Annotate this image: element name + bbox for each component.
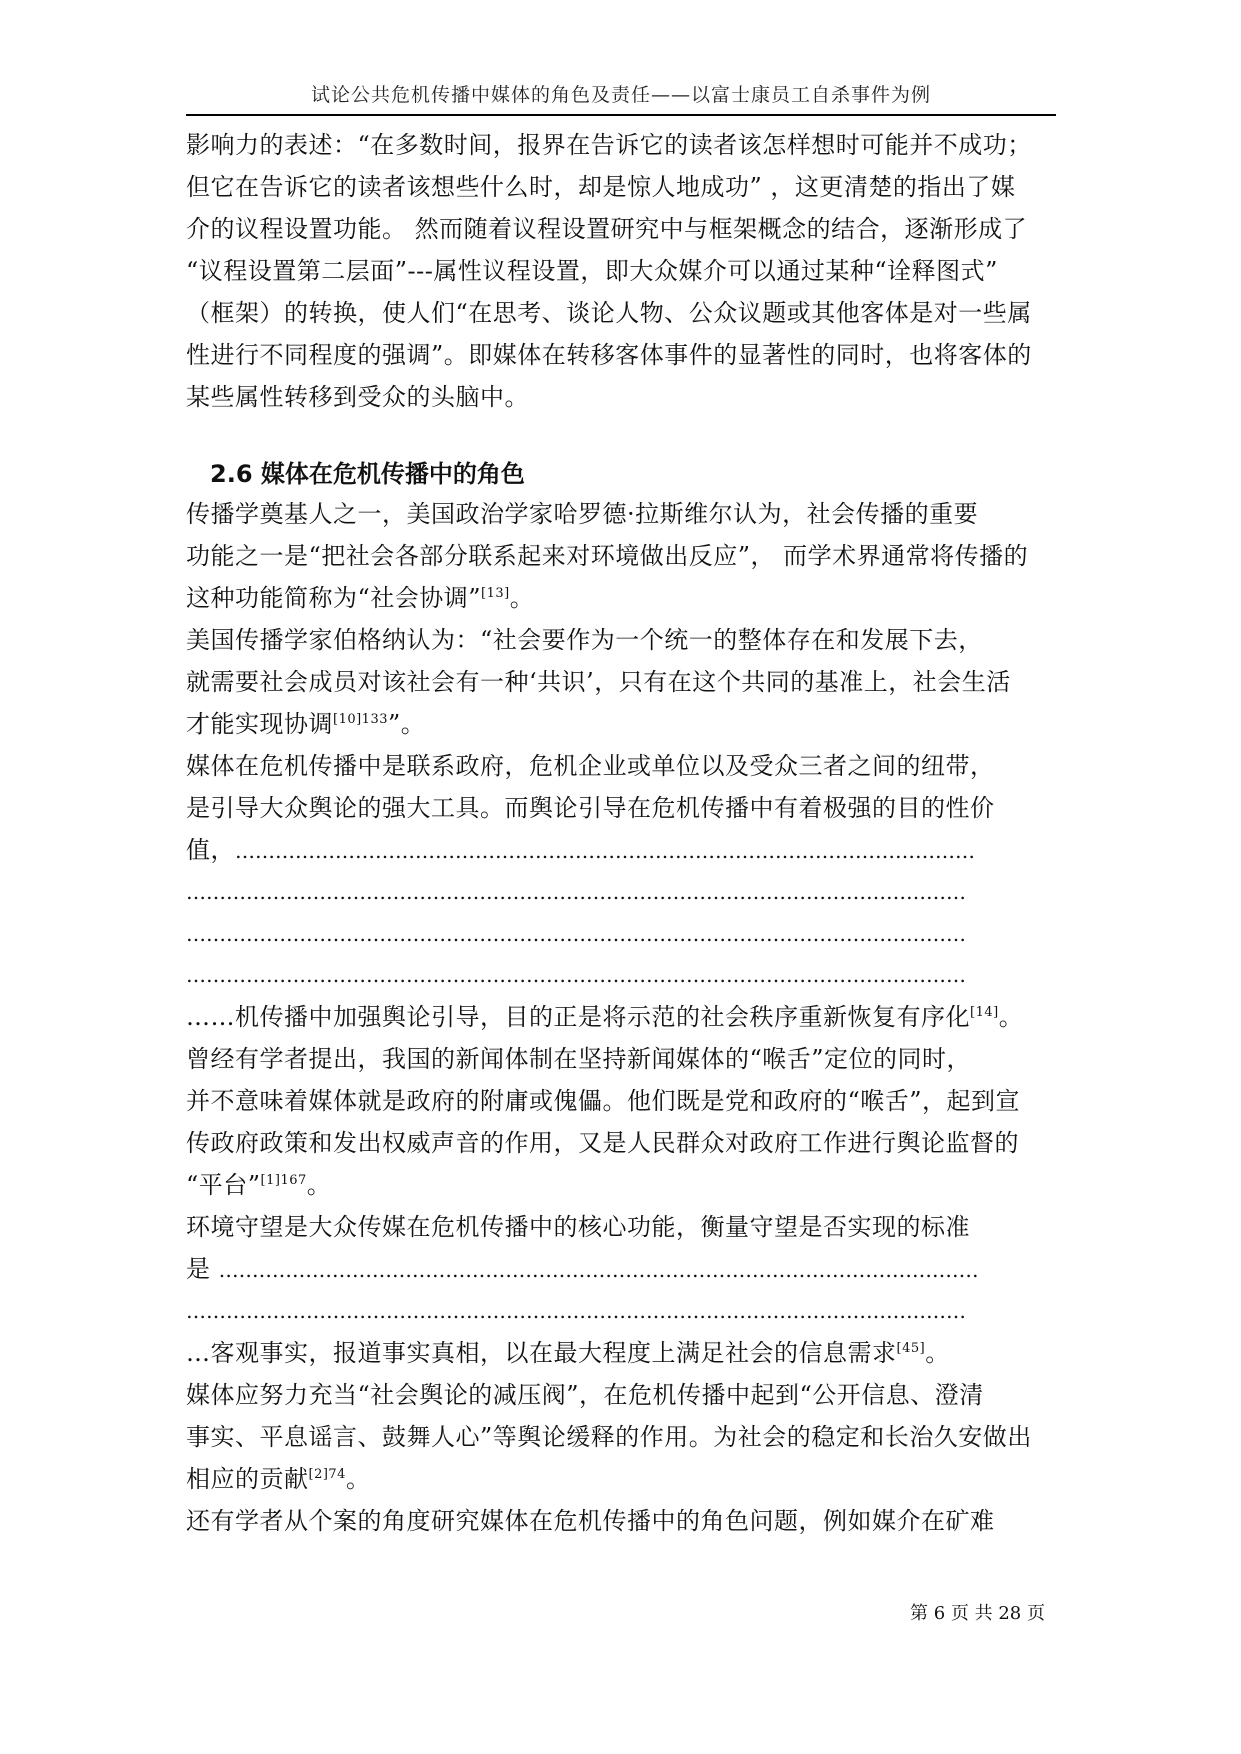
text-line [186, 1170, 331, 1200]
text-line: 美国传播学家伯格纳认为：“社会要作为一个统一的整体存在和发展下去， [186, 626, 983, 654]
text-line: 某些属性转移到受众的头脑中。 [186, 383, 529, 411]
running-header: 试论公共危机传播中媒体的角色及责任——以富士康员工自杀事件为例 [186, 84, 1056, 116]
text-span: 是 [186, 1255, 211, 1283]
text-line: “议程设置第二层面”---属性议程设置，即大众媒介可以通过某种“诠释图式” [186, 257, 998, 285]
text-line: 还有学者从个案的角度研究媒体在危机传播中的角色问题，例如媒介在矿难 [186, 1507, 995, 1535]
text-line: 媒体应努力充当“社会舆论的减压阀”，在危机传播中起到“公开信息、澄清 [186, 1381, 984, 1409]
text-line: 性进行不同程度的强调”。即媒体在转移客体事件的显著性的同时，也将客体的 [186, 341, 1032, 369]
text-line [186, 1464, 370, 1494]
ellipsis-dots: …………………………………………………………………………………………………… [218, 1258, 979, 1282]
text-line: 曾经有学者提出，我国的新闻体制在坚持新闻媒体的“喉舌”定位的同时， [186, 1045, 972, 1073]
ellipsis-dots: ………………………………………………………………………………………………… [235, 839, 975, 863]
text-line [186, 1254, 979, 1285]
text-span: ……机传播中加强舆论引导，目的正是将示范的社会秩序重新恢复有序化 [186, 1003, 970, 1031]
text-span: 。 [306, 1171, 332, 1199]
ellipsis-line: ……………………………………………………………………………………………………… [186, 963, 966, 987]
text-line [186, 835, 975, 866]
text-line: 并不意味着媒体就是政府的附庸或傀儡。他们既是党和政府的“喉舌”，起到宣 [186, 1087, 1021, 1115]
text-line: 就需要社会成员对该社会有一种‘共识’，只有在这个共同的基准上，社会生活 [186, 668, 1011, 696]
text-span: ”。 [388, 710, 426, 738]
text-span: 。 [998, 1003, 1024, 1031]
text-span: …客观事实，报道事实真相，以在最大程度上满足社会的信息需求 [186, 1339, 897, 1367]
text-line [186, 1338, 950, 1368]
citation-ref: [14] [970, 1005, 999, 1020]
text-line: 介的议程设置功能。 然而随着议程设置研究中与框架概念的结合，逐渐形成了 [186, 215, 1028, 243]
ellipsis-line: ……………………………………………………………………………………………………… [186, 880, 966, 904]
text-span: 相应的贡献 [186, 1465, 309, 1493]
citation-ref: [1]167 [260, 1173, 307, 1188]
section-heading: 2.6 媒体在危机传播中的角色 [210, 460, 525, 488]
citation-ref: [45] [896, 1341, 926, 1356]
citation-ref: [10]133 [333, 712, 388, 727]
ellipsis-line: ……………………………………………………………………………………………………… [186, 922, 966, 946]
text-line: 传播学奠基人之一，美国政治学家哈罗德·拉斯维尔认为，社会传播的重要 [186, 500, 979, 528]
ellipsis-line: ……………………………………………………………………………………………………… [186, 1299, 966, 1323]
text-line: 影响力的表述：“在多数时间，报界在告诉它的读者该怎样想时可能并不成功； [186, 131, 1032, 159]
text-span: “平台” [186, 1171, 261, 1199]
text-line: （框架）的转换，使人们“在思考、谈论人物、公众议题或其他客体是对一些属 [186, 299, 1032, 327]
text-line: 是引导大众舆论的强大工具。而舆论引导在危机传播中有着极强的目的性价 [186, 794, 995, 822]
page-footer: 第 6 页 共 28 页 [910, 1603, 1045, 1624]
citation-ref: [13] [481, 586, 510, 601]
text-span: 才能实现协调 [186, 710, 333, 738]
text-line [186, 583, 534, 613]
text-line: 媒体在危机传播中是联系政府，危机企业或单位以及受众三者之间的纽带， [186, 752, 995, 780]
text-span: 。 [509, 584, 535, 612]
text-line: 环境守望是大众传媒在危机传播中的核心功能，衡量守望是否实现的标准 [186, 1213, 970, 1241]
text-span: 。 [925, 1339, 950, 1367]
text-line [186, 1002, 1023, 1032]
text-line: 事实、平息谣言、鼓舞人心”等舆论缓释的作用。为社会的稳定和长治久安做出 [186, 1423, 1032, 1451]
text-span: 这种功能简称为“社会协调” [186, 584, 482, 612]
text-line: 但它在告诉它的读者该想些什么时，却是惊人地成功” ，这更清楚的指出了媒 [186, 173, 1016, 201]
text-span: 值， [186, 836, 235, 864]
text-line: 功能之一是“把社会各部分联系起来对环境做出反应”， 而学术界通常将传播的 [186, 542, 1029, 570]
text-line: 传政府政策和发出权威声音的作用，又是人民群众对政府工作进行舆论监督的 [186, 1129, 1019, 1157]
text-line [186, 709, 425, 739]
text-span: 。 [345, 1465, 371, 1493]
citation-ref: [2]74 [308, 1467, 346, 1482]
